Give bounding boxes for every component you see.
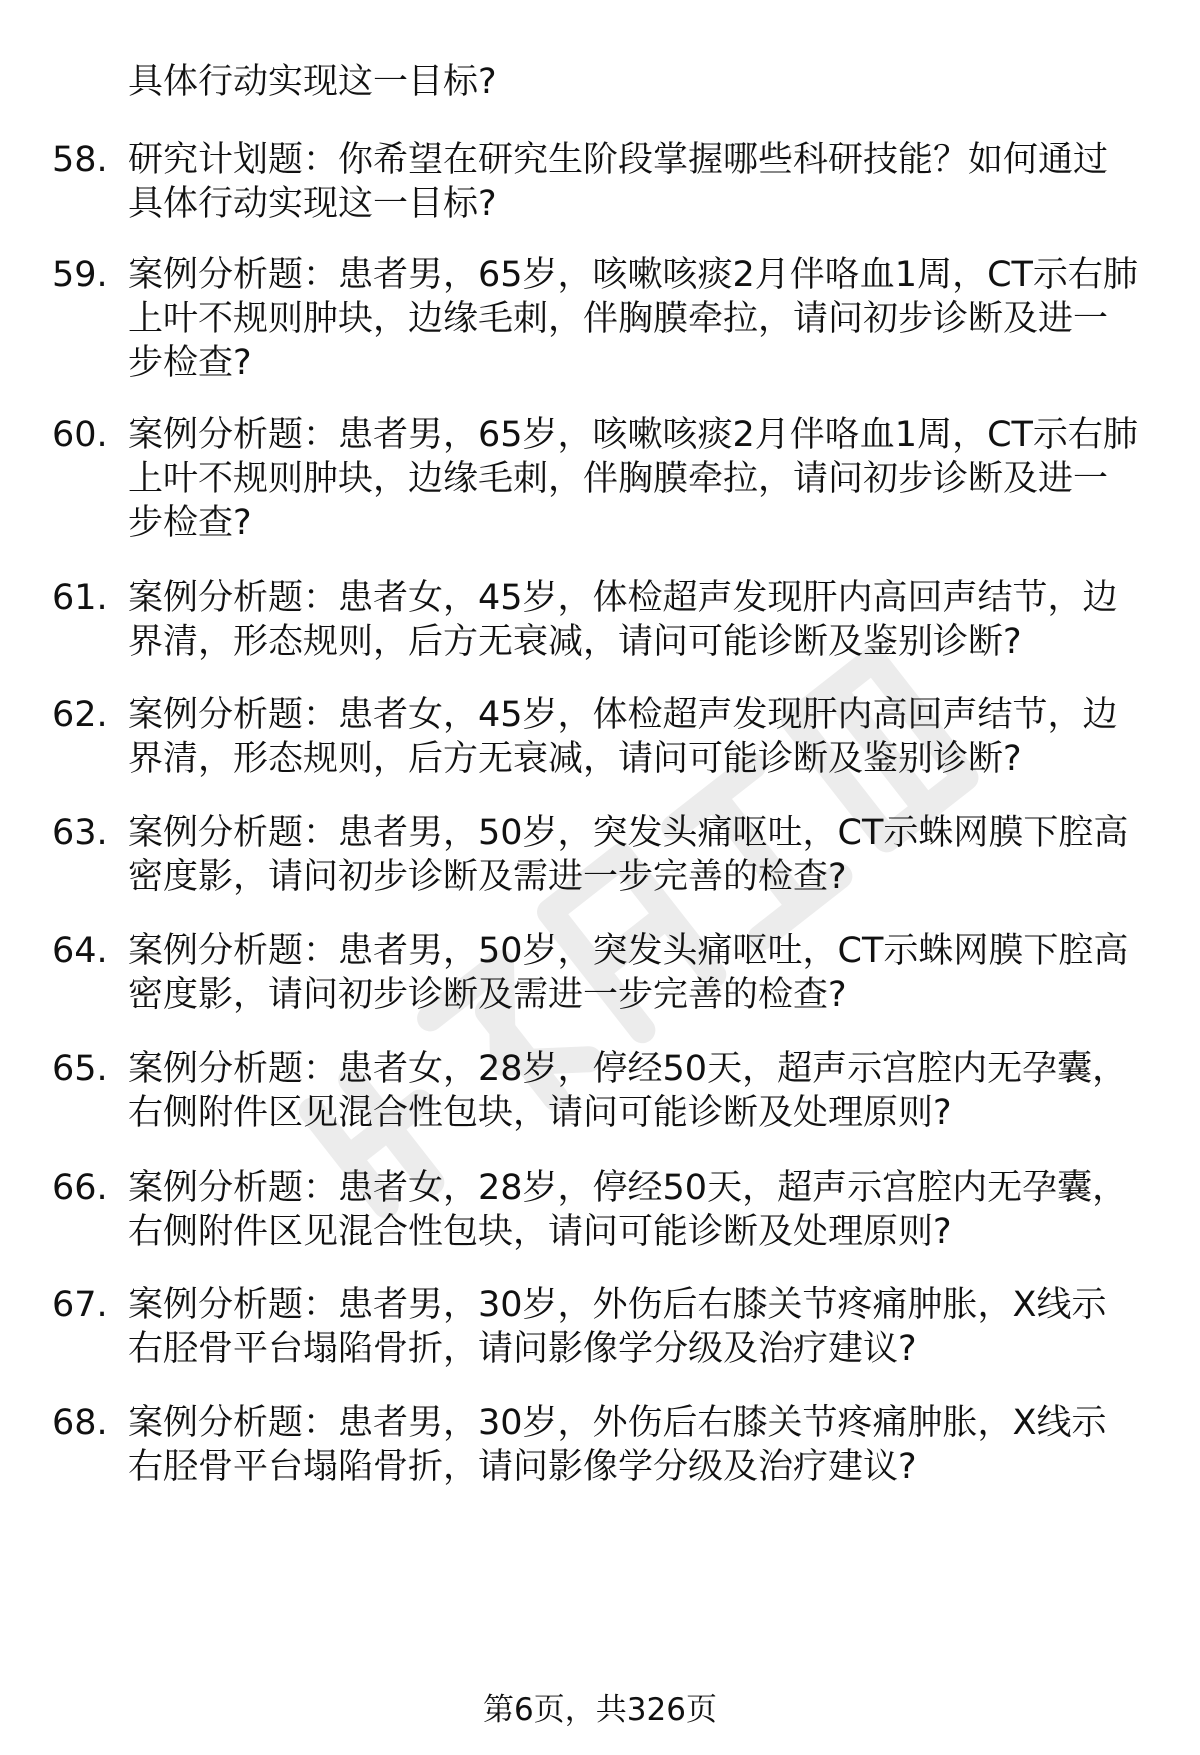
question-text [128, 1047, 1168, 1135]
question-text [128, 811, 1168, 899]
question-text [128, 1401, 1168, 1489]
question-line: 案例分析题：患者女，28岁，停经50天，超声示宫腔内无孕囊， [128, 1168, 1128, 1208]
question-number: 61. [52, 578, 108, 618]
question-line: 案例分析题：患者男，30岁，外伤后右膝关节疼痛肿胀，X线示 [128, 1285, 1107, 1325]
question-line: 步检查? [128, 503, 252, 543]
question-text [128, 929, 1168, 1017]
question-number: 68. [52, 1403, 108, 1443]
question-text [128, 1166, 1168, 1254]
question-line: 步检查? [128, 343, 252, 383]
page-footer: 第6页，共326页 [483, 1692, 717, 1728]
question-number: 62. [52, 695, 108, 735]
question-number: 67. [52, 1285, 108, 1325]
continued-question-text: 具体行动实现这一目标? [128, 62, 497, 102]
question-number: 66. [52, 1168, 108, 1208]
question-line: 上叶不规则肿块，边缘毛刺，伴胸膜牵拉，请问初步诊断及进一 [128, 459, 1109, 499]
question-line: 案例分析题：患者女，45岁，体检超声发现肝内高回声结节，边 [128, 695, 1118, 735]
question-text [128, 1283, 1168, 1371]
question-line: 案例分析题：患者男，65岁，咳嗽咳痰2月伴咯血1周，CT示右肺 [128, 415, 1138, 455]
question-line: 案例分析题：患者男，50岁，突发头痛呕吐，CT示蛛网膜下腔高 [128, 931, 1129, 971]
question-text [128, 253, 1168, 385]
question-line: 研究计划题：你希望在研究生阶段掌握哪些科研技能？如何通过 [128, 140, 1109, 180]
question-line: 右胫骨平台塌陷骨折，请问影像学分级及治疗建议? [128, 1447, 917, 1487]
question-line: 右侧附件区见混合性包块，请问可能诊断及处理原则? [128, 1093, 952, 1133]
watermark [200, 560, 1100, 1260]
question-line: 案例分析题：患者男，65岁，咳嗽咳痰2月伴咯血1周，CT示右肺 [128, 255, 1138, 295]
question-line: 上叶不规则肿块，边缘毛刺，伴胸膜牵拉，请问初步诊断及进一 [128, 299, 1109, 339]
question-text [128, 138, 1168, 226]
question-number: 59. [52, 255, 108, 295]
question-line: 案例分析题：患者女，45岁，体检超声发现肝内高回声结节，边 [128, 578, 1118, 618]
question-text [128, 413, 1168, 545]
question-line: 界清，形态规则，后方无衰减，请问可能诊断及鉴别诊断? [128, 622, 1022, 662]
question-line: 右胫骨平台塌陷骨折，请问影像学分级及治疗建议? [128, 1329, 917, 1369]
question-line: 密度影，请问初步诊断及需进一步完善的检查? [128, 975, 847, 1015]
question-number: 64. [52, 931, 108, 971]
question-line: 案例分析题：患者男，30岁，外伤后右膝关节疼痛肿胀，X线示 [128, 1403, 1107, 1443]
question-number: 65. [52, 1049, 108, 1089]
question-line: 具体行动实现这一目标? [128, 184, 497, 224]
question-line: 右侧附件区见混合性包块，请问可能诊断及处理原则? [128, 1212, 952, 1252]
question-text [128, 576, 1168, 664]
question-text [128, 693, 1168, 781]
question-line: 界清，形态规则，后方无衰减，请问可能诊断及鉴别诊断? [128, 739, 1022, 779]
question-line: 案例分析题：患者男，50岁，突发头痛呕吐，CT示蛛网膜下腔高 [128, 813, 1129, 853]
question-number: 60. [52, 415, 108, 455]
question-number: 58. [52, 140, 108, 180]
question-line: 案例分析题：患者女，28岁，停经50天，超声示宫腔内无孕囊， [128, 1049, 1128, 1089]
question-line: 密度影，请问初步诊断及需进一步完善的检查? [128, 857, 847, 897]
question-number: 63. [52, 813, 108, 853]
